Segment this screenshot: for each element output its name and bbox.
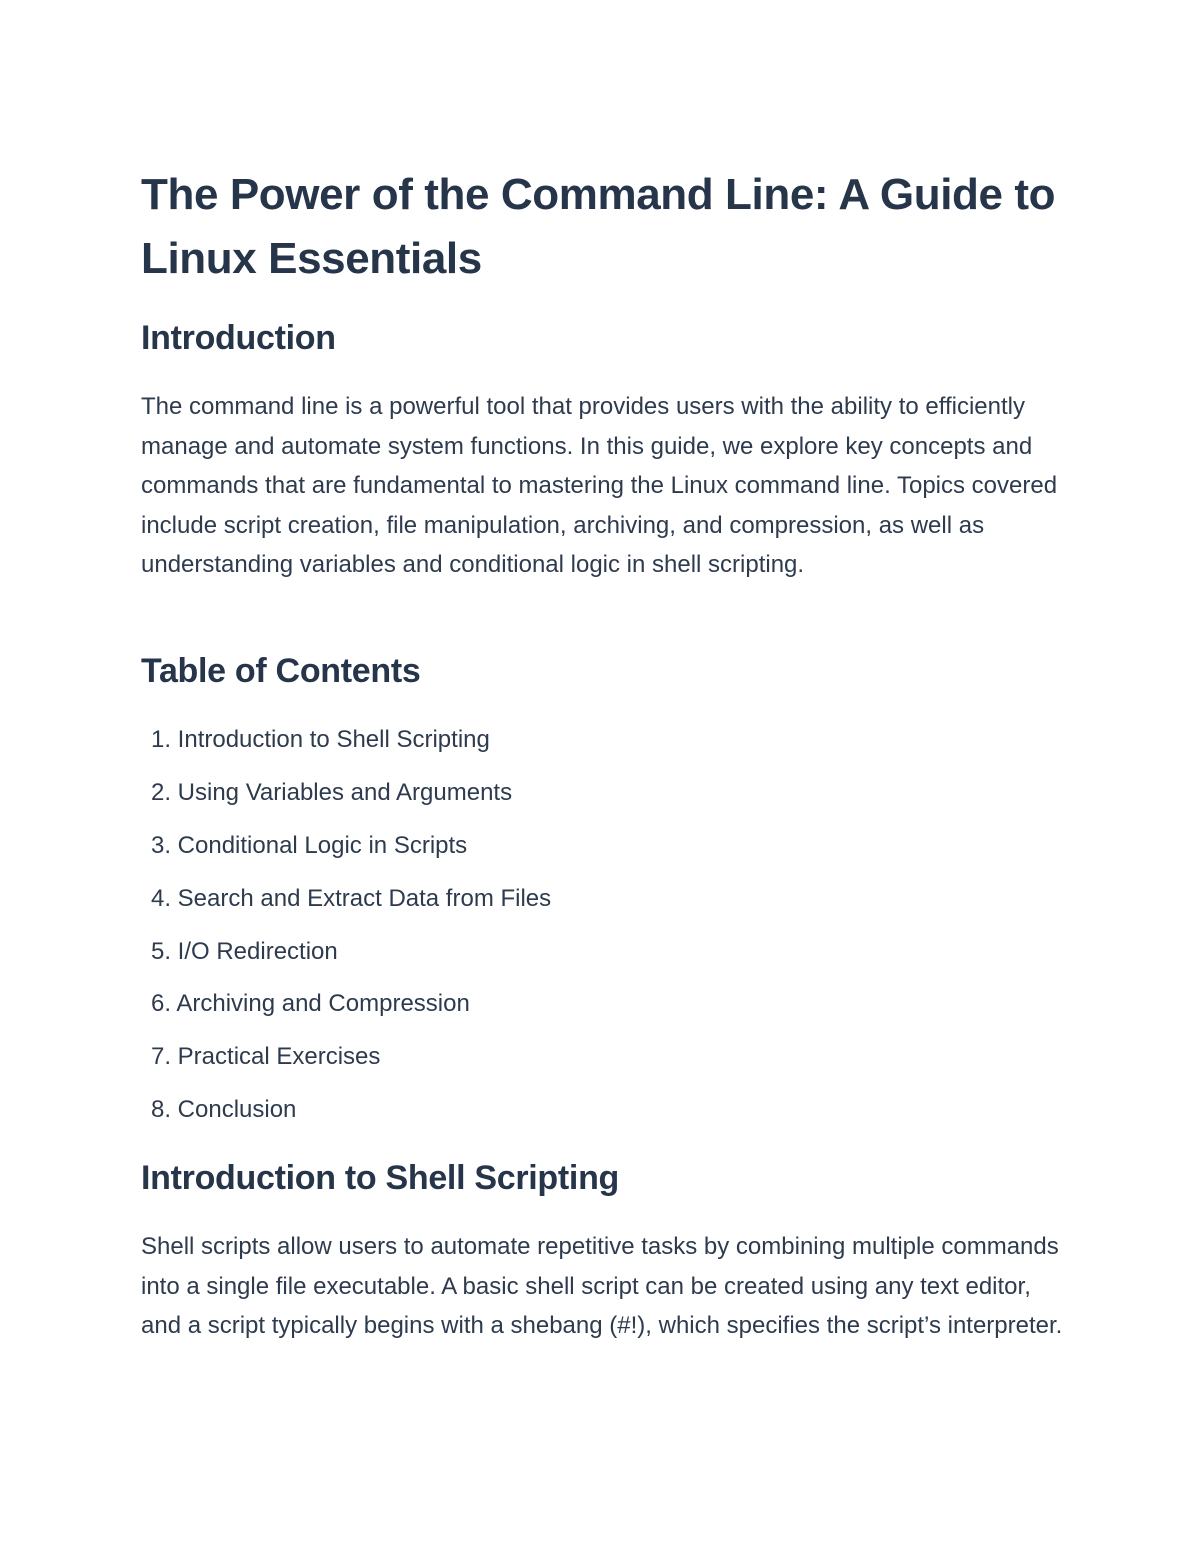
- toc-item: [141, 824, 551, 877]
- toc-item: [141, 1035, 551, 1088]
- toc-item: [141, 982, 551, 1035]
- toc-item-label: Introduction to Shell Scripting: [177, 726, 490, 753]
- toc-item-label: Conclusion: [177, 1096, 297, 1124]
- toc-item: [141, 930, 551, 983]
- shell-scripting-paragraph: Shell scripts allow users to automate repetitive tasks by combining multiple commands into a single file executable. A basic shell script can be created using any text editor, and a script typically begins with a shebang (#!), which specifies the script’s interpreter.: [141, 1233, 1063, 1339]
- toc-item: [141, 1088, 551, 1141]
- table-of-contents: [141, 718, 551, 1141]
- toc-item-number: 1.: [150, 726, 171, 753]
- toc-item-label: Conditional Logic in Scripts: [177, 831, 468, 859]
- toc-heading: Table of Contents: [141, 652, 421, 690]
- toc-item-number: 7.: [150, 1043, 171, 1071]
- toc-item-number: 5.: [150, 937, 171, 965]
- toc-item-label: Search and Extract Data from Files: [177, 884, 552, 912]
- toc-item-label: Practical Exercises: [177, 1043, 381, 1071]
- toc-item-label: Using Variables and Arguments: [177, 778, 513, 806]
- toc-item: [141, 771, 551, 824]
- toc-item-number: 4.: [150, 884, 171, 912]
- document-title: The Power of the Command Line: A Guide to Linux Essentials: [141, 170, 1056, 283]
- shell-scripting-heading: Introduction to Shell Scripting: [141, 1159, 620, 1197]
- toc-item: [141, 877, 551, 930]
- toc-item-label: I/O Redirection: [177, 937, 338, 965]
- introduction-paragraph: The command line is a powerful tool that provides users with the ability to efficiently manage and automate system functions. In this guide, we explore key concepts and commands that are fundamental to mastering the Linux command line. Topics covered include script creation, file manipulation, archiving, and compression, as well as understanding variables and conditional logic in shell scripting.: [141, 393, 1058, 578]
- toc-item-label: Archiving and Compression: [176, 990, 470, 1018]
- toc-item: [141, 718, 551, 771]
- toc-item-number: 6.: [150, 990, 171, 1018]
- toc-item-number: 3.: [150, 831, 171, 859]
- toc-item-number: 8.: [150, 1096, 171, 1124]
- introduction-heading: Introduction: [141, 319, 336, 357]
- toc-item-number: 2.: [150, 778, 171, 806]
